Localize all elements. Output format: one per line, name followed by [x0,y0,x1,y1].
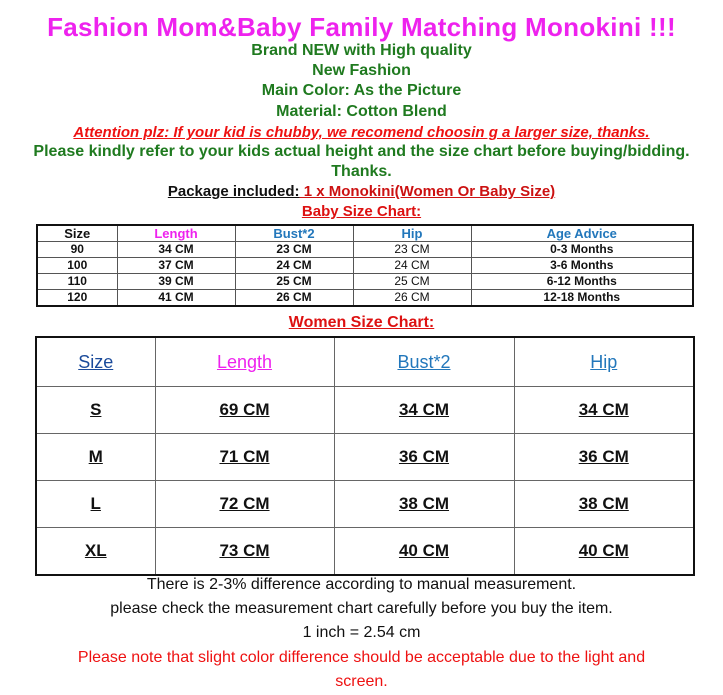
package-label: Package included: [167,183,300,200]
table-cell: 73 CM [155,528,334,576]
table-cell: 100 [37,258,117,274]
refer-note: Please kindly refer to your kids actual height and the size chart before buying/bidding. [33,143,690,160]
table-cell: 110 [37,274,117,290]
column-header: Hip [514,337,694,387]
table-cell: 39 CM [117,274,235,290]
baby-size-table [36,224,694,307]
info-material: Material: Cotton Blend [276,103,447,120]
table-cell: 26 CM [235,290,353,307]
column-header: Bust*2 [235,225,353,242]
women-size-table [35,336,695,576]
table-cell: 69 CM [155,387,334,434]
table-cell: 0-3 Months [471,242,693,258]
table-cell: 34 CM [334,387,514,434]
table-cell: S [36,387,155,434]
column-header: Size [37,225,117,242]
table-cell: 41 CM [117,290,235,307]
column-header: Length [155,337,334,387]
table-header-row [36,337,694,387]
check-chart-note: please check the measurement chart carefully before you buy the item. [110,600,613,617]
color-difference-note: Please note that slight color difference should be acceptable due to the light and [77,649,646,666]
table-row [36,481,694,528]
table-header-row [37,225,693,242]
table-cell: 38 CM [334,481,514,528]
table-cell: 24 CM [235,258,353,274]
table-cell: 12-18 Months [471,290,693,307]
table-cell: M [36,434,155,481]
table-cell: 40 CM [514,528,694,576]
measurement-note: There is 2-3% difference according to manual measurement. [146,576,577,593]
column-header: Length [117,225,235,242]
column-header: Hip [353,225,471,242]
table-row [36,528,694,576]
attention-note: Attention plz: If your kid is chubby, we recomend choosin g a larger size, thanks. [73,124,650,141]
women-chart-title: Women Size Chart: [288,314,435,331]
table-cell: 25 CM [353,274,471,290]
table-row [37,242,693,258]
column-header: Age Advice [471,225,693,242]
color-difference-note-cont: screen. [335,673,388,690]
baby-chart-title: Baby Size Chart: [301,203,422,220]
table-cell: 23 CM [353,242,471,258]
package-included [0,183,723,200]
table-cell: 6-12 Months [471,274,693,290]
table-row [36,434,694,481]
table-cell: 34 CM [514,387,694,434]
table-row [37,290,693,307]
table-cell: 25 CM [235,274,353,290]
table-cell: 24 CM [353,258,471,274]
table-cell: 40 CM [334,528,514,576]
table-cell: 71 CM [155,434,334,481]
table-cell: XL [36,528,155,576]
column-header: Bust*2 [334,337,514,387]
info-quality: Brand NEW with High quality [251,42,472,59]
refer-thanks: Thanks. [331,163,392,180]
table-cell: 38 CM [514,481,694,528]
table-cell: 34 CM [117,242,235,258]
table-cell: 3-6 Months [471,258,693,274]
table-cell: L [36,481,155,528]
page-title: Fashion Mom&Baby Family Matching Monokini !!! [47,12,676,42]
table-cell: 120 [37,290,117,307]
column-header: Size [36,337,155,387]
table-cell: 23 CM [235,242,353,258]
table-cell: 90 [37,242,117,258]
table-row [36,387,694,434]
table-cell: 26 CM [353,290,471,307]
table-cell: 37 CM [117,258,235,274]
package-value: 1 x Monokini(Women Or Baby Size) [299,183,556,200]
table-row [37,258,693,274]
inch-conversion-note: 1 inch = 2.54 cm [302,624,421,641]
table-cell: 36 CM [514,434,694,481]
table-row [37,274,693,290]
info-fashion: New Fashion [312,62,411,79]
table-cell: 36 CM [334,434,514,481]
info-color: Main Color: As the Picture [261,82,462,99]
table-cell: 72 CM [155,481,334,528]
